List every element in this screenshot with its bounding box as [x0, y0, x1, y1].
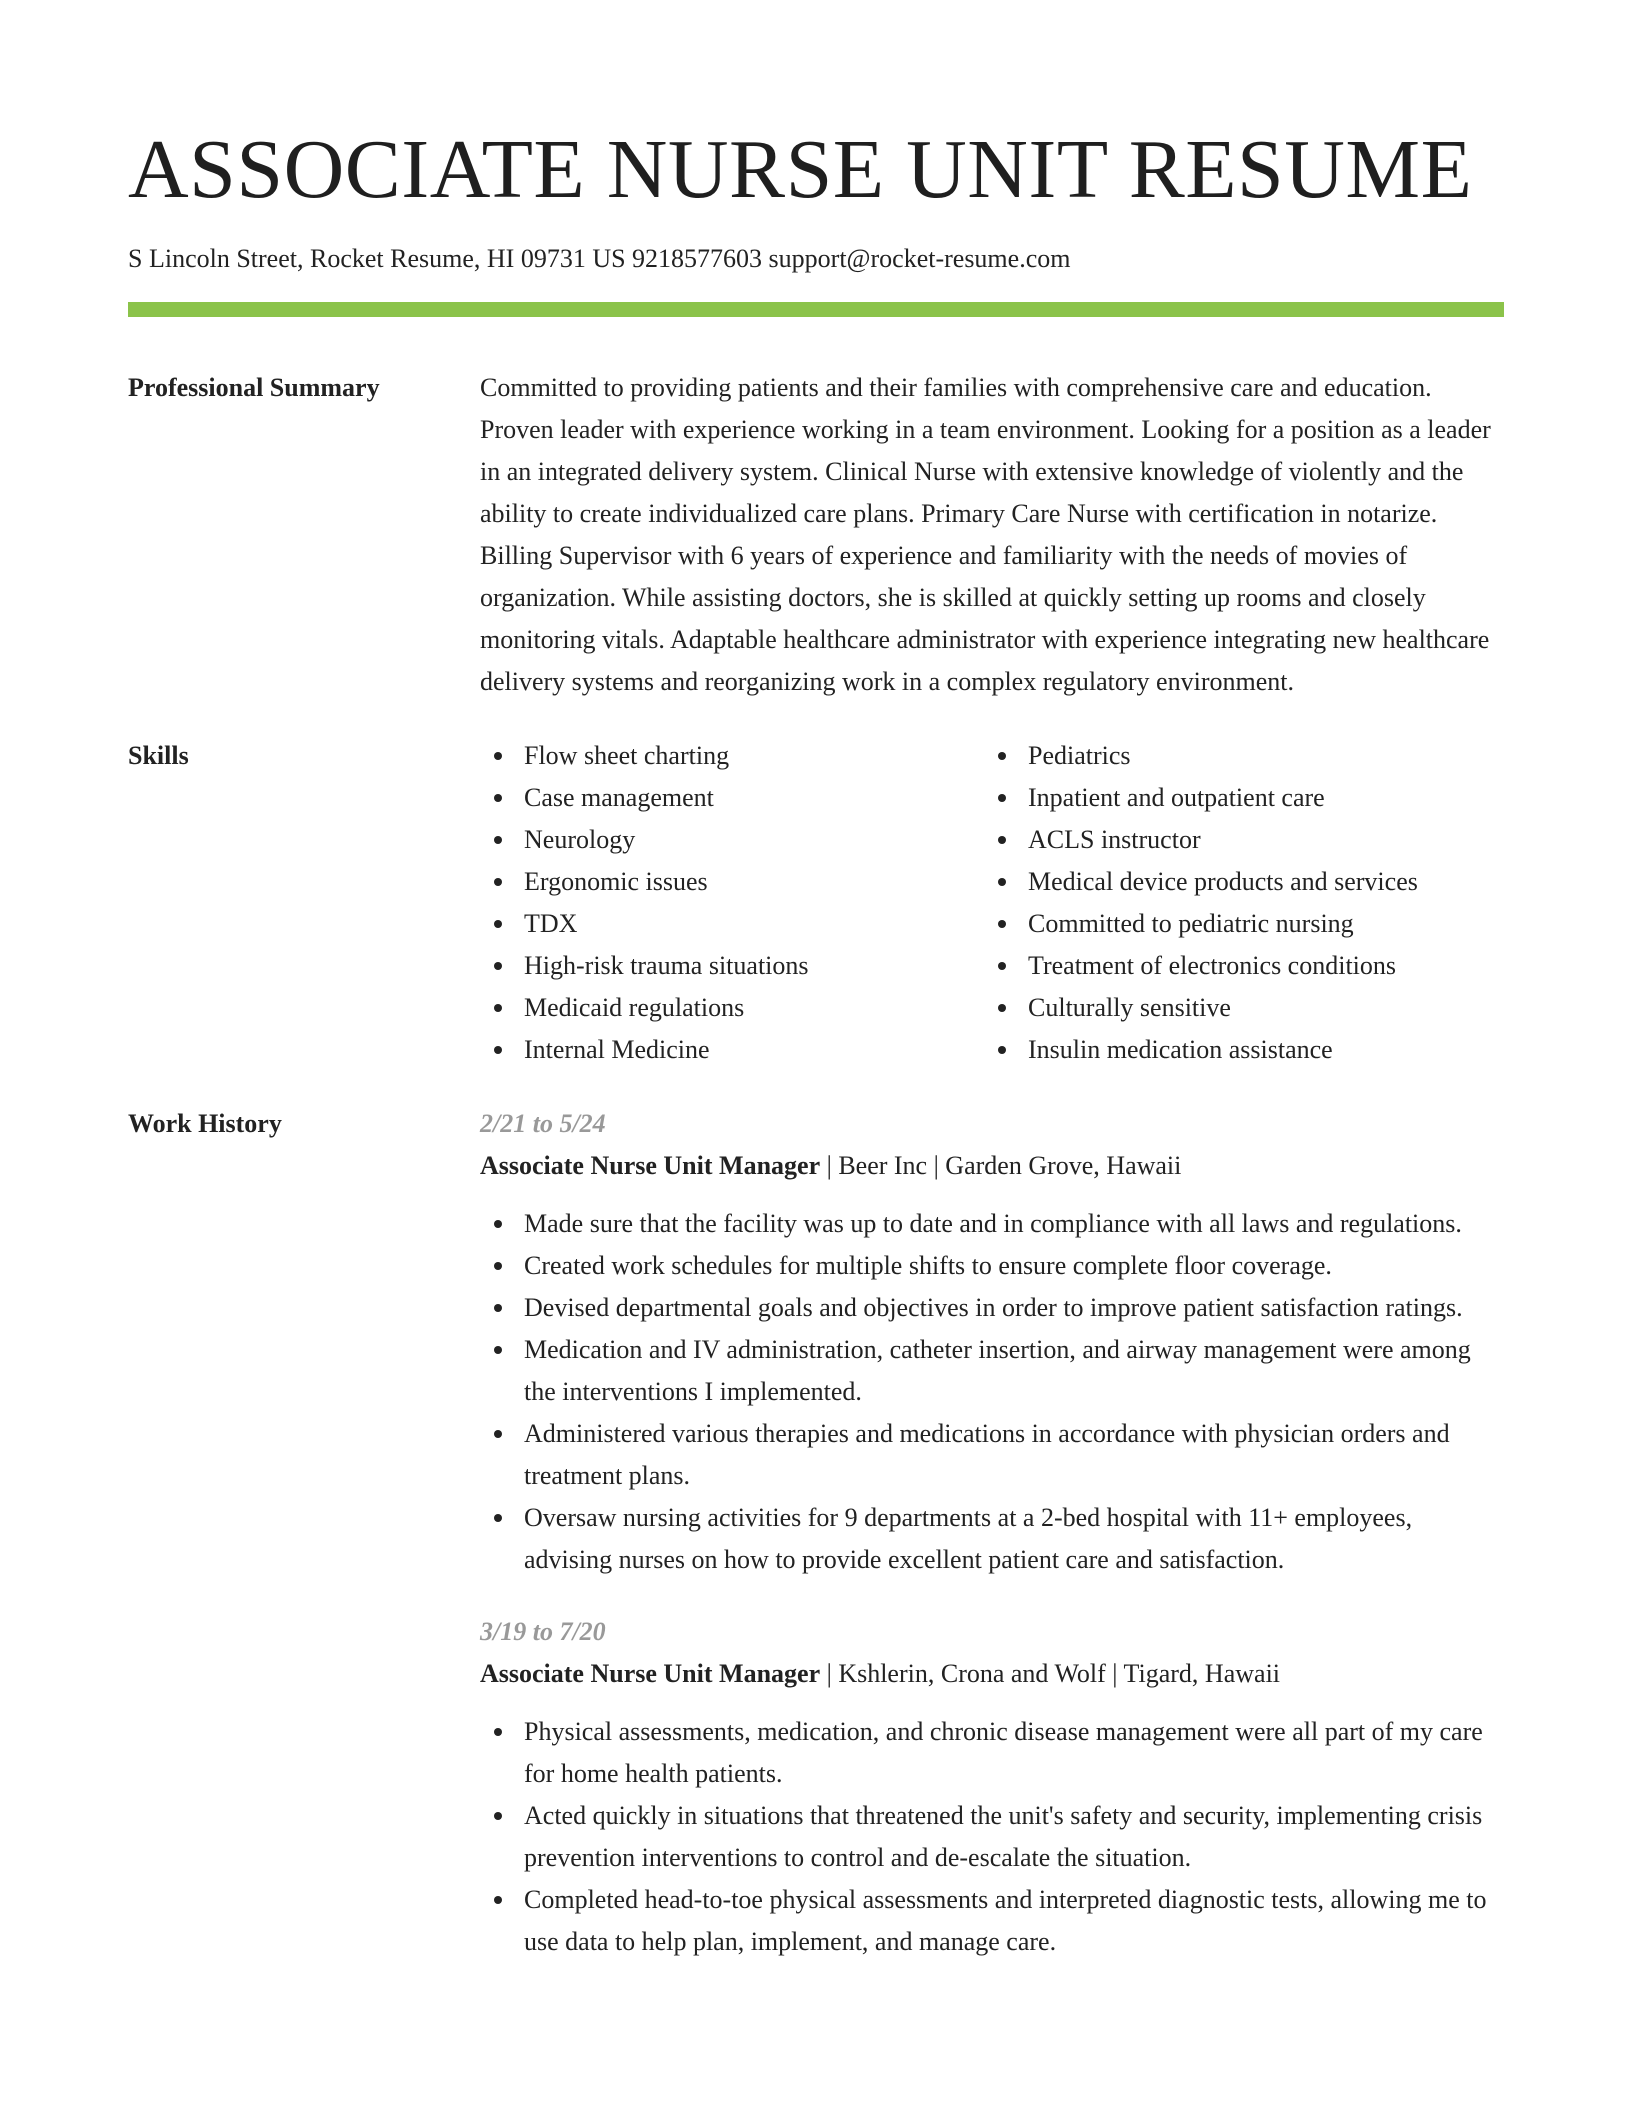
- skill-item: High-risk trauma situations: [480, 945, 984, 987]
- resume-title: ASSOCIATE NURSE UNIT RESUME: [128, 123, 1473, 216]
- skills-columns: [480, 735, 1504, 1071]
- job-title-line: [480, 1145, 1504, 1187]
- job-duty-item: Completed head-to-toe physical assessments and interpreted diagnostic tests, allowing me to use data to help plan, implement, and manage care.: [480, 1879, 1504, 1963]
- job-title: Associate Nurse Unit Manager: [480, 1151, 821, 1180]
- skill-item: TDX: [480, 903, 984, 945]
- job-duty-item: Physical assessments, medication, and chronic disease management were all part of my care for home health patients.: [480, 1711, 1504, 1795]
- skill-item: ACLS instructor: [984, 819, 1504, 861]
- skill-item: Treatment of electronics conditions: [984, 945, 1504, 987]
- job-dates: 2/21 to 5/24: [480, 1109, 606, 1138]
- job-duty-item: Created work schedules for multiple shifts to ensure complete floor coverage.: [480, 1245, 1504, 1287]
- professional-summary-section: [128, 367, 1504, 703]
- contact-line: S Lincoln Street, Rocket Resume, HI 09731 US 9218577603 support@rocket-resume.com: [128, 244, 1071, 273]
- accent-divider: [128, 302, 1504, 317]
- skill-item: Insulin medication assistance: [984, 1029, 1504, 1071]
- job-duty-item: Administered various therapies and medications in accordance with physician orders and treatment plans.: [480, 1413, 1504, 1497]
- job-duties-list: [480, 1711, 1504, 1963]
- skill-item: Case management: [480, 777, 984, 819]
- job-duties-list: [480, 1203, 1504, 1581]
- work-history-section: [128, 1103, 1504, 1963]
- skill-item: Culturally sensitive: [984, 987, 1504, 1029]
- skills-list-left: [480, 735, 984, 1071]
- job-title-line: [480, 1653, 1504, 1695]
- job-duty-item: Oversaw nursing activities for 9 departments at a 2-bed hospital with 11+ employees, advising nurses on how to provide excellent patient care and satisfaction.: [480, 1497, 1504, 1581]
- skill-item: Committed to pediatric nursing: [984, 903, 1504, 945]
- skill-item: Inpatient and outpatient care: [984, 777, 1504, 819]
- skill-item: Neurology: [480, 819, 984, 861]
- job-entry: [480, 1103, 1504, 1581]
- job-title: Associate Nurse Unit Manager: [480, 1659, 821, 1688]
- skills-list-right: [984, 735, 1504, 1071]
- job-company-location: | Beer Inc | Garden Grove, Hawaii: [820, 1151, 1182, 1180]
- job-duty-item: Medication and IV administration, catheter insertion, and airway management were among the interventions I implemented.: [480, 1329, 1504, 1413]
- section-label-summary: Professional Summary: [128, 373, 380, 402]
- job-duty-item: Acted quickly in situations that threatened the unit's safety and security, implementing crisis prevention interventions to control and de-escalate the situation.: [480, 1795, 1504, 1879]
- skill-item: Ergonomic issues: [480, 861, 984, 903]
- job-duty-item: Made sure that the facility was up to date and in compliance with all laws and regulations.: [480, 1203, 1504, 1245]
- job-entry: [480, 1611, 1504, 1963]
- skill-item: Flow sheet charting: [480, 735, 984, 777]
- skill-item: Pediatrics: [984, 735, 1504, 777]
- job-duty-item: Devised departmental goals and objectives in order to improve patient satisfaction ratings.: [480, 1287, 1504, 1329]
- summary-text: Committed to providing patients and their families with comprehensive care and education. Proven leader with experience working in a team environment. Looking for a position as a leader in an integrated delivery system. Clinical Nurse with extensive knowledge of violently and the ability to create individualized care plans. Primary Care Nurse with certification in notarize. Billing Supervisor with 6 years of experience and familiarity with the needs of movies of organization. While assisting doctors, she is skilled at quickly setting up rooms and closely monitoring vitals. Adaptable healthcare administrator with experience integrating new healthcare delivery systems and reorganizing work in a complex regulatory environment.: [480, 373, 1491, 696]
- section-label-work: Work History: [128, 1109, 282, 1138]
- skill-item: Internal Medicine: [480, 1029, 984, 1071]
- job-company-location: | Kshlerin, Crona and Wolf | Tigard, Hawaii: [820, 1659, 1281, 1688]
- job-dates: 3/19 to 7/20: [480, 1617, 606, 1646]
- resume-page: [128, 120, 1504, 1963]
- skills-section: [128, 735, 1504, 1071]
- work-history-body: [480, 1103, 1504, 1963]
- skill-item: Medicaid regulations: [480, 987, 984, 1029]
- section-label-skills: Skills: [128, 741, 189, 770]
- skill-item: Medical device products and services: [984, 861, 1504, 903]
